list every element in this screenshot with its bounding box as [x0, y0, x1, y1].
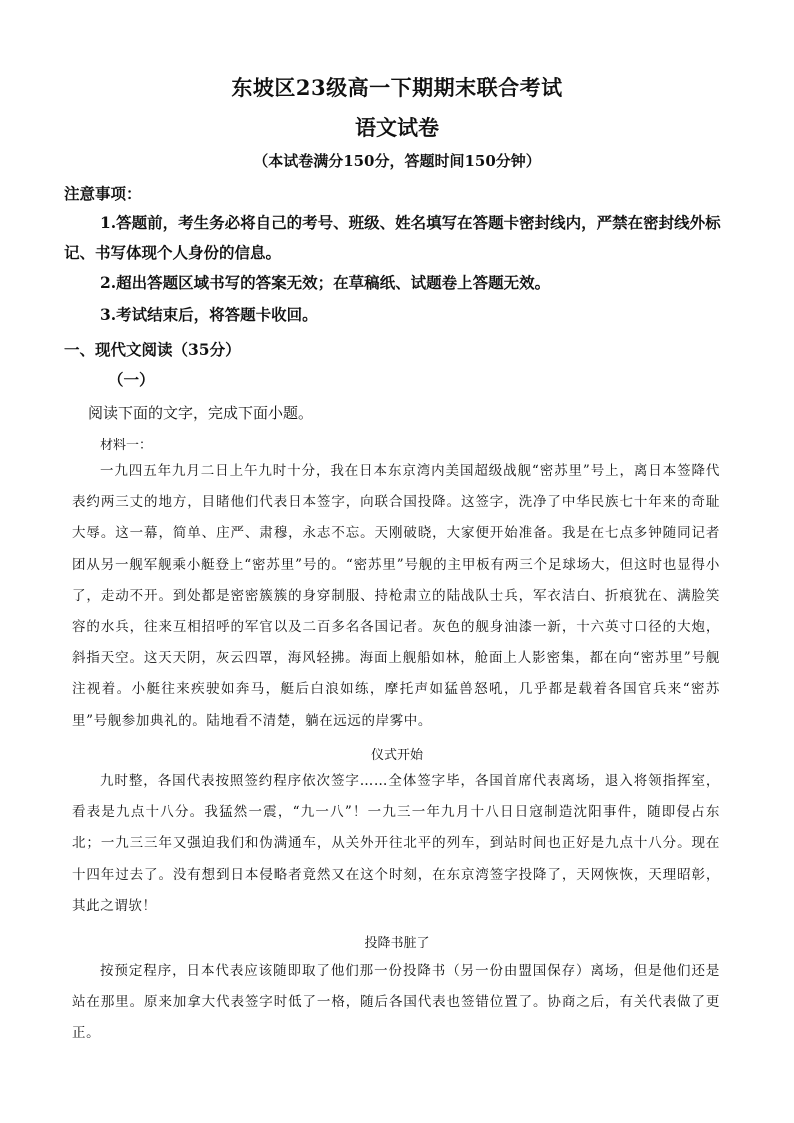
notice-heading: 注意事项：: [64, 184, 142, 203]
section-label-document: 投降书脏了: [364, 936, 430, 951]
notice-item-1: 1.答题前，考生务必将自己的考号、班级、姓名填写在答题卡密封线内，严禁在密封线外标记、书写体现个人身份的信息。: [64, 213, 721, 262]
material-paragraph-2: 九时整，各国代表按照签约程序依次签字……全体签字毕，各国首席代表离场，退入将领指挥室，看表是九点十八分。我猛然一震，“九一八”！一九三一年九月十八日日寇制造沈阳事件，随即侵占东北；一九三三年又强迫我们和伪满通车，从关外开往北平的列车，到站时间也正好是九点十八分。现在十四年过去了。没有想到日本侵略者竟然又在这个时刻，在东京湾签字投降了，天网恢恢，天理昭彰，其此之谓欤！: [72, 773, 720, 914]
section-heading: 一、现代文阅读（35分）: [64, 340, 241, 359]
section-label-ceremony: 仪式开始: [370, 748, 423, 763]
notice-item-3: 3.考试结束后，将答题卡收回。: [100, 305, 318, 324]
sub-section-heading: （一）: [108, 370, 155, 389]
material-paragraph-1: 一九四五年九月二日上午九时十分，我在日本东京湾内美国超级战舰“密苏里”号上，离日本签降代表约两三丈的地方，目睹他们代表日本签字，向联合国投降。这签字，洗净了中华民族七十年来的奇耻大辱。这一幕，简单、庄严、肃穆，永志不忘。天刚破晓，大家便开始准备。我是在七点多钟随同记者团从另一舰军舰乘小艇登上“密苏里”号的。“密苏里”号舰的主甲板有两三个足球场大，但这时也显得小了，走动不开。到处都是密密簇簇的身穿制服、持枪肃立的陆战队士兵，军衣洁白、折痕犹在、满脸笑容的水兵，往来互相招呼的军官以及二百多名各国记者。灰色的舰身油漆一新，十六英寸口径的大炮，斜指天空。这天天阴，灰云四罩，海风轻拂。海面上舰船如林，舱面上人影密集，都在向“密苏里”号舰注视着。小艇往来疾驶如奔马，艇后白浪如练，摩托声如猛兽怒吼，几乎都是载着各国官兵来“密苏里”号舰参加典礼的。陆地看不清楚，躺在远远的岸雾中。: [72, 463, 720, 729]
material-paragraph-3: 按预定程序，日本代表应该随即取了他们那一份投降书（另一份由盟国保存）离场，但是他们还是站在那里。原来加拿大代表签字时低了一格，随后各国代表也签错位置了。协商之后，有关代表做了更正。: [72, 963, 720, 1042]
notice-item-2: 2.超出答题区域书写的答案无效；在草稿纸、试题卷上答题无效。: [100, 273, 551, 292]
page-title: 东坡区23级高一下期期末联合考试: [231, 75, 563, 100]
reading-instruction: 阅读下面的文字，完成下面小题。: [88, 404, 314, 422]
exam-note: （本试卷满分150分，答题时间150分钟）: [253, 152, 541, 170]
material-label: 材料一：: [100, 438, 153, 453]
page-subtitle: 语文试卷: [355, 115, 439, 140]
